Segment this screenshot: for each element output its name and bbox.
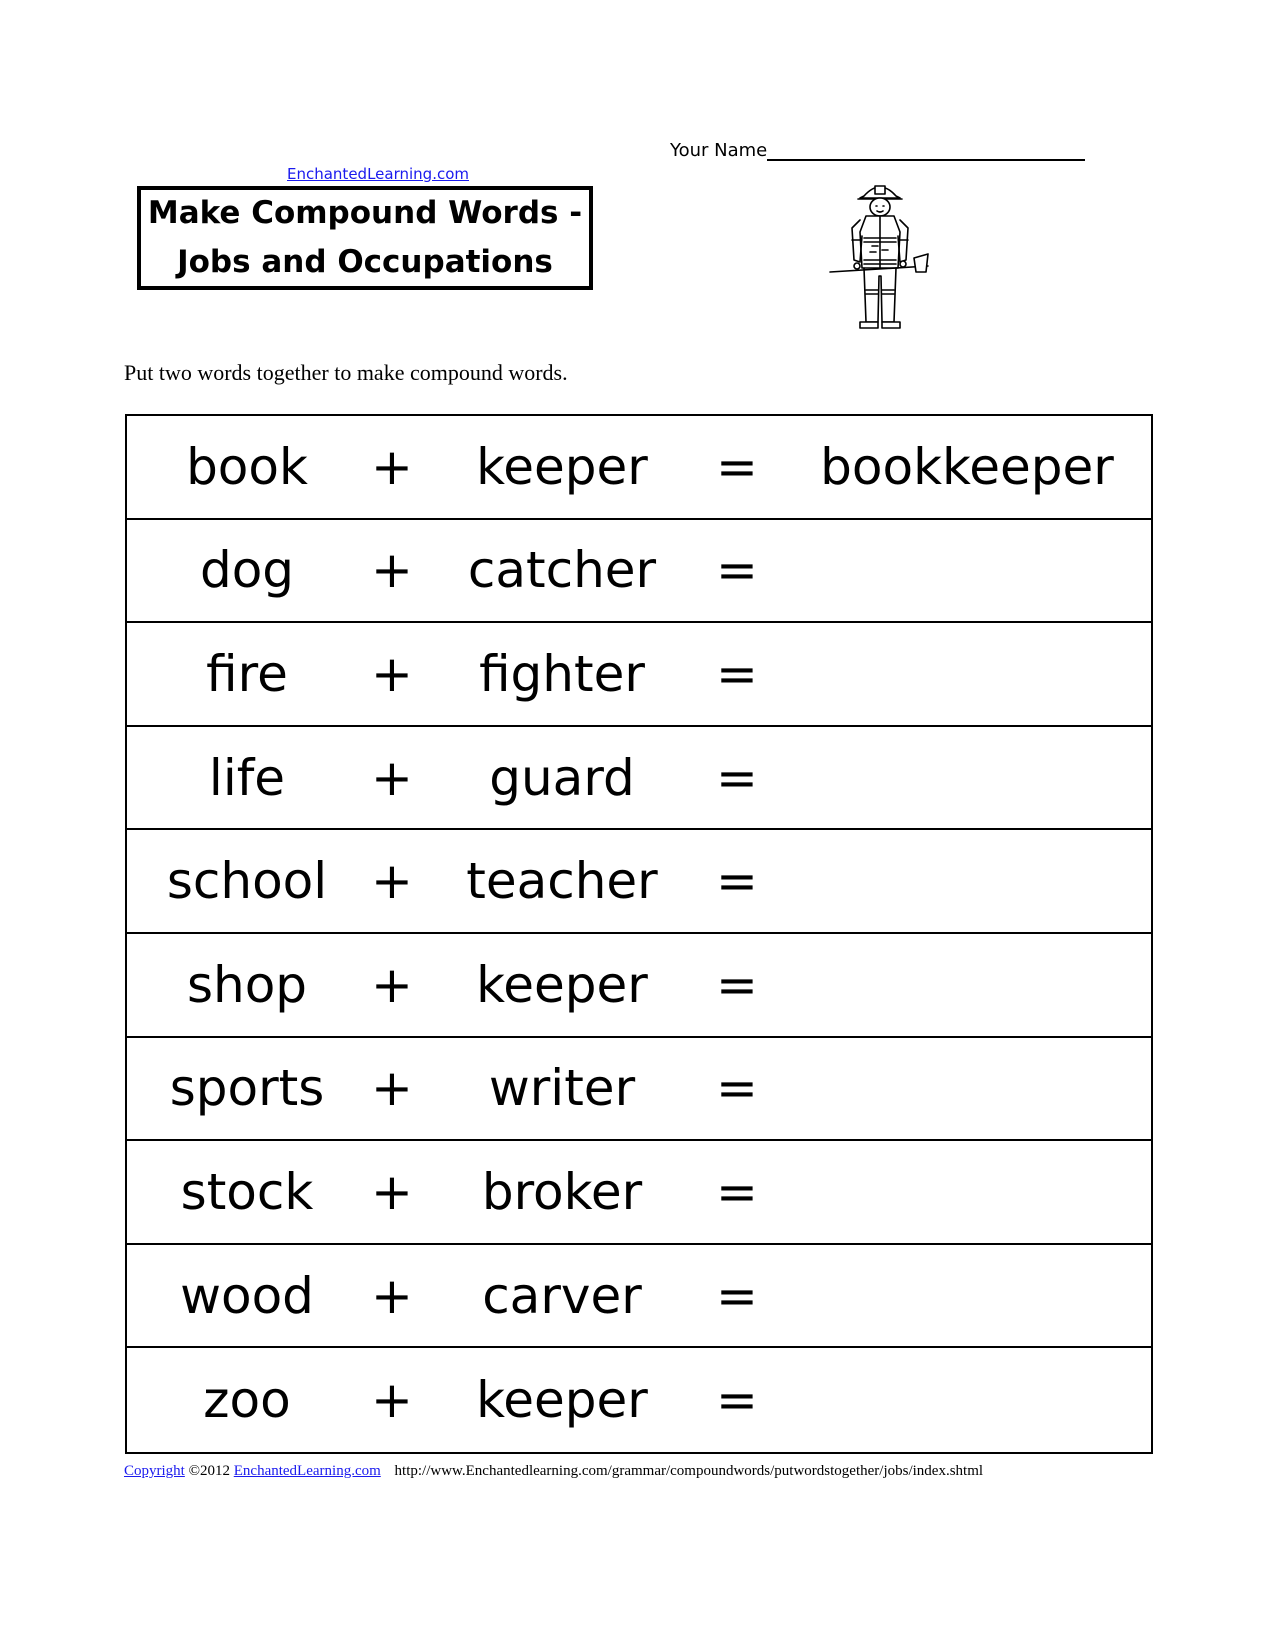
table-row: [127, 623, 1151, 727]
first-word: dog: [199, 541, 295, 600]
equals-sign: =: [716, 644, 758, 703]
first-word: wood: [180, 1266, 314, 1325]
footer: [124, 1463, 983, 1480]
equals-sign: =: [716, 955, 758, 1014]
equals-sign: =: [716, 748, 758, 807]
footer-site-link[interactable]: EnchantedLearning.com: [233, 1463, 381, 1479]
second-word: guard: [489, 748, 635, 807]
worksheet-title-line-2: Jobs and Occupations: [177, 244, 553, 280]
answer-field[interactable]: [787, 520, 1147, 622]
first-word: shop: [186, 955, 308, 1014]
plus-sign: +: [371, 1059, 413, 1118]
answer-field[interactable]: [787, 1038, 1147, 1140]
plus-sign: +: [371, 1162, 413, 1221]
firefighter-illustration: [820, 180, 940, 330]
plus-sign: +: [371, 644, 413, 703]
first-word: zoo: [203, 1371, 291, 1430]
instructions-text: Put two words together to make compound words.: [124, 360, 568, 385]
equals-sign: =: [716, 541, 758, 600]
second-word: carver: [482, 1266, 642, 1325]
plus-sign: +: [371, 852, 413, 911]
site-link[interactable]: EnchantedLearning.com: [287, 165, 469, 183]
your-name-label: Your Name: [670, 140, 768, 161]
first-word: book: [186, 437, 308, 496]
answer-field[interactable]: [787, 830, 1147, 932]
copyright-link[interactable]: Copyright: [124, 1463, 185, 1479]
answer-field[interactable]: [787, 623, 1147, 725]
answer-field[interactable]: [787, 1245, 1147, 1347]
answer-field[interactable]: [787, 934, 1147, 1036]
table-row: [127, 520, 1151, 624]
page-url: http://www.Enchantedlearning.com/grammar/compoundwords/putwordstogether/jobs/index.shtml: [394, 1463, 984, 1479]
equals-sign: =: [716, 1059, 758, 1118]
answer-field[interactable]: [787, 1141, 1147, 1243]
second-word: teacher: [466, 852, 658, 911]
table-row: [127, 830, 1151, 934]
first-word: sports: [169, 1059, 325, 1118]
answer-field[interactable]: bookkeeper: [820, 437, 1114, 496]
equals-sign: =: [716, 1371, 758, 1430]
worksheet-title-box: [137, 186, 593, 290]
worksheet-title-line-1: Make Compound Words -: [147, 195, 583, 231]
equals-sign: =: [716, 437, 758, 496]
table-row: [127, 1348, 1151, 1452]
answer-field[interactable]: [787, 727, 1147, 829]
second-word: keeper: [476, 1371, 648, 1430]
second-word: keeper: [476, 955, 648, 1014]
first-word: life: [208, 748, 286, 807]
second-word: fighter: [479, 644, 645, 703]
table-row: [127, 727, 1151, 831]
second-word: broker: [481, 1162, 643, 1221]
equals-sign: =: [716, 852, 758, 911]
second-word: keeper: [476, 437, 648, 496]
first-word: stock: [180, 1162, 314, 1221]
plus-sign: +: [371, 1266, 413, 1325]
second-word: catcher: [467, 541, 657, 600]
table-row: [127, 1141, 1151, 1245]
plus-sign: +: [371, 541, 413, 600]
table-row: [127, 416, 1151, 520]
your-name-blank-line[interactable]: [767, 159, 1085, 161]
table-row: [127, 934, 1151, 1038]
equals-sign: =: [716, 1162, 758, 1221]
table-row: [127, 1038, 1151, 1142]
answer-field[interactable]: [787, 1348, 1147, 1452]
table-row: [127, 1245, 1151, 1349]
plus-sign: +: [371, 748, 413, 807]
plus-sign: +: [371, 437, 413, 496]
plus-sign: +: [371, 955, 413, 1014]
compound-words-table: [125, 414, 1153, 1454]
first-word: fire: [206, 644, 288, 703]
equals-sign: =: [716, 1266, 758, 1325]
plus-sign: +: [371, 1371, 413, 1430]
copyright-year: ©2012: [188, 1463, 230, 1479]
second-word: writer: [488, 1059, 636, 1118]
first-word: school: [166, 852, 328, 911]
